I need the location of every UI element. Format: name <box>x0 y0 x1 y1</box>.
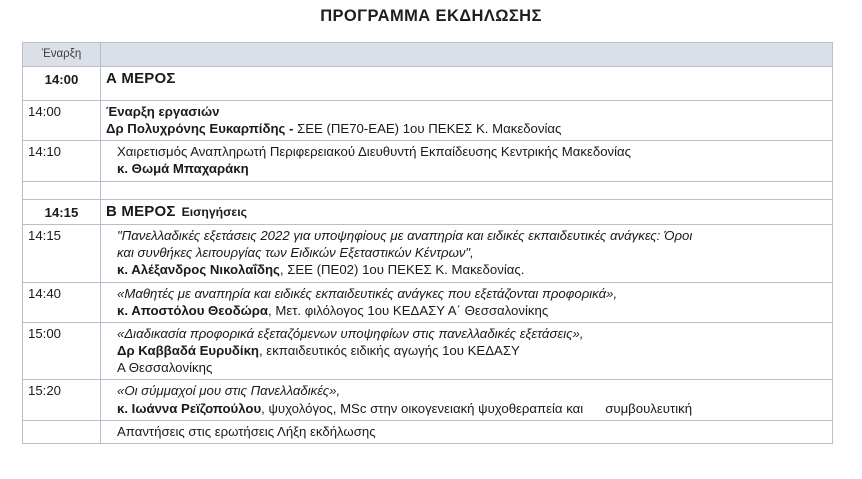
table-row <box>23 420 833 443</box>
row-time-a-meros: 14:00 <box>23 67 101 101</box>
table-header-row <box>23 43 833 67</box>
spacer-description-cell <box>101 181 833 199</box>
section-title-b-meros: Β ΜΕΡΟΣ <box>106 202 176 220</box>
row-time-1500: 15:00 <box>23 322 101 379</box>
row-description-1500 <box>101 322 833 379</box>
program-table-container <box>22 42 832 444</box>
table-row-spacer <box>23 181 833 199</box>
row-time-1410: 14:10 <box>23 141 101 181</box>
row-description-1415 <box>101 225 833 282</box>
entry-closing-text: Απαντήσεις στις ερωτήσεις Λήξη εκδήλωσης <box>117 423 376 439</box>
row-description-closing <box>101 420 833 443</box>
table-row <box>23 380 833 420</box>
entry-title-1410: Χαιρετισμός Αναπληρωτή Περιφερειακού Διευθυντή Εκπαίδευσης Κεντρικής Μακεδονίας <box>117 144 632 160</box>
row-time-b-meros: 14:15 <box>23 199 101 225</box>
column-header-description <box>101 43 833 67</box>
row-time-1520: 15:20 <box>23 380 101 420</box>
entry-quote-line1-1415: "Πανελλαδικές εξετάσεις 2022 για υποψηφίους με αναπηρία και ειδικές εκπαιδευτικές ανάγκες: Όροι <box>117 228 693 244</box>
table-row <box>23 282 833 322</box>
entry-extra-line-1500: Α Θεσσαλονίκης <box>117 360 213 376</box>
entry-title-1400: Έναρξη εργασιών <box>106 104 220 119</box>
section-subtitle-a-meros <box>176 72 182 86</box>
entry-quote-line1-1440: «Μαθητές με αναπηρία και ειδικές εκπαιδευτικές ανάγκες που εξετάζονται προφορικά», <box>117 285 618 301</box>
row-description-1410 <box>101 141 833 181</box>
entry-quote-line1-1520: «Οι σύμμαχοί μου στις Πανελλαδικές», <box>117 383 341 399</box>
table-row <box>23 322 833 379</box>
table-row <box>23 225 833 282</box>
page-title: ΠΡΟΓΡΑΜΜΑ ΕΚΔΗΛΩΣΗΣ <box>320 7 542 25</box>
entry-speaker-role-1440: , Μετ. φιλόλογος 1ου ΚΕΔΑΣΥ Α΄ Θεσσαλονίκης <box>268 302 549 318</box>
entry-speaker-1500: Δρ Καββαδά Ευρυδίκη <box>117 343 259 359</box>
row-description-a-meros <box>101 67 833 101</box>
spacer-time-cell <box>23 181 101 199</box>
table-row <box>23 101 833 141</box>
entry-quote-line1-1500: «Διαδικασία προφορικά εξεταζόμενων υποψηφίων στις πανελλαδικές εξετάσεις», <box>117 325 584 341</box>
row-description-b-meros <box>101 199 833 225</box>
row-time-1415: 14:15 <box>23 225 101 282</box>
table-row <box>23 67 833 101</box>
table-row <box>23 199 833 225</box>
entry-speaker-role-1500: , εκπαιδευτικός ειδικής αγωγής 1ου ΚΕΔΑΣΥ <box>258 343 520 359</box>
entry-speaker-1440: κ. Αποστόλου Θεοδώρα <box>117 302 269 318</box>
table-row <box>23 141 833 181</box>
row-description-1400 <box>101 101 833 141</box>
entry-speaker-1415: κ. Αλέξανδρος Νικολαΐδης <box>117 262 280 278</box>
entry-speaker-role-1415: , ΣΕΕ (ΠΕ02) 1ου ΠΕΚΕΣ Κ. Μακεδονίας. <box>279 262 525 278</box>
entry-speaker-1520: κ. Ιωάννα Ρεϊζοπούλου <box>117 400 262 416</box>
entry-speaker-1400: Δρ Πολυχρόνης Ευκαρπίδης - <box>106 121 298 137</box>
entry-speaker-1410: κ. Θωμά Μπαχαράκη <box>117 161 249 177</box>
column-header-time: Έναρξη <box>23 43 101 67</box>
row-time-1440: 14:40 <box>23 282 101 322</box>
program-table <box>22 42 833 444</box>
entry-speaker-role-1400: ΣΕΕ (ΠΕ70-ΕΑΕ) 1ου ΠΕΚΕΣ Κ. Μακεδονίας <box>297 121 562 137</box>
entry-speaker-role-cont-1520: συμβουλευτική <box>605 400 693 416</box>
row-description-1520 <box>101 380 833 420</box>
entry-quote-line2-1415: και συνθήκες λειτουργίας των Ειδικών Εξεταστικών Κέντρων", <box>117 245 474 261</box>
entry-speaker-role-1520: , ψυχολόγος, MSc στην οικογενειακή ψυχοθεραπεία και <box>261 400 584 416</box>
section-subtitle-b-meros: Εισηγήσεις <box>181 204 247 219</box>
row-description-1440 <box>101 282 833 322</box>
row-time-closing <box>23 420 101 443</box>
section-title-a-meros: Α ΜΕΡΟΣ <box>106 70 176 87</box>
row-time-1400: 14:00 <box>23 101 101 141</box>
